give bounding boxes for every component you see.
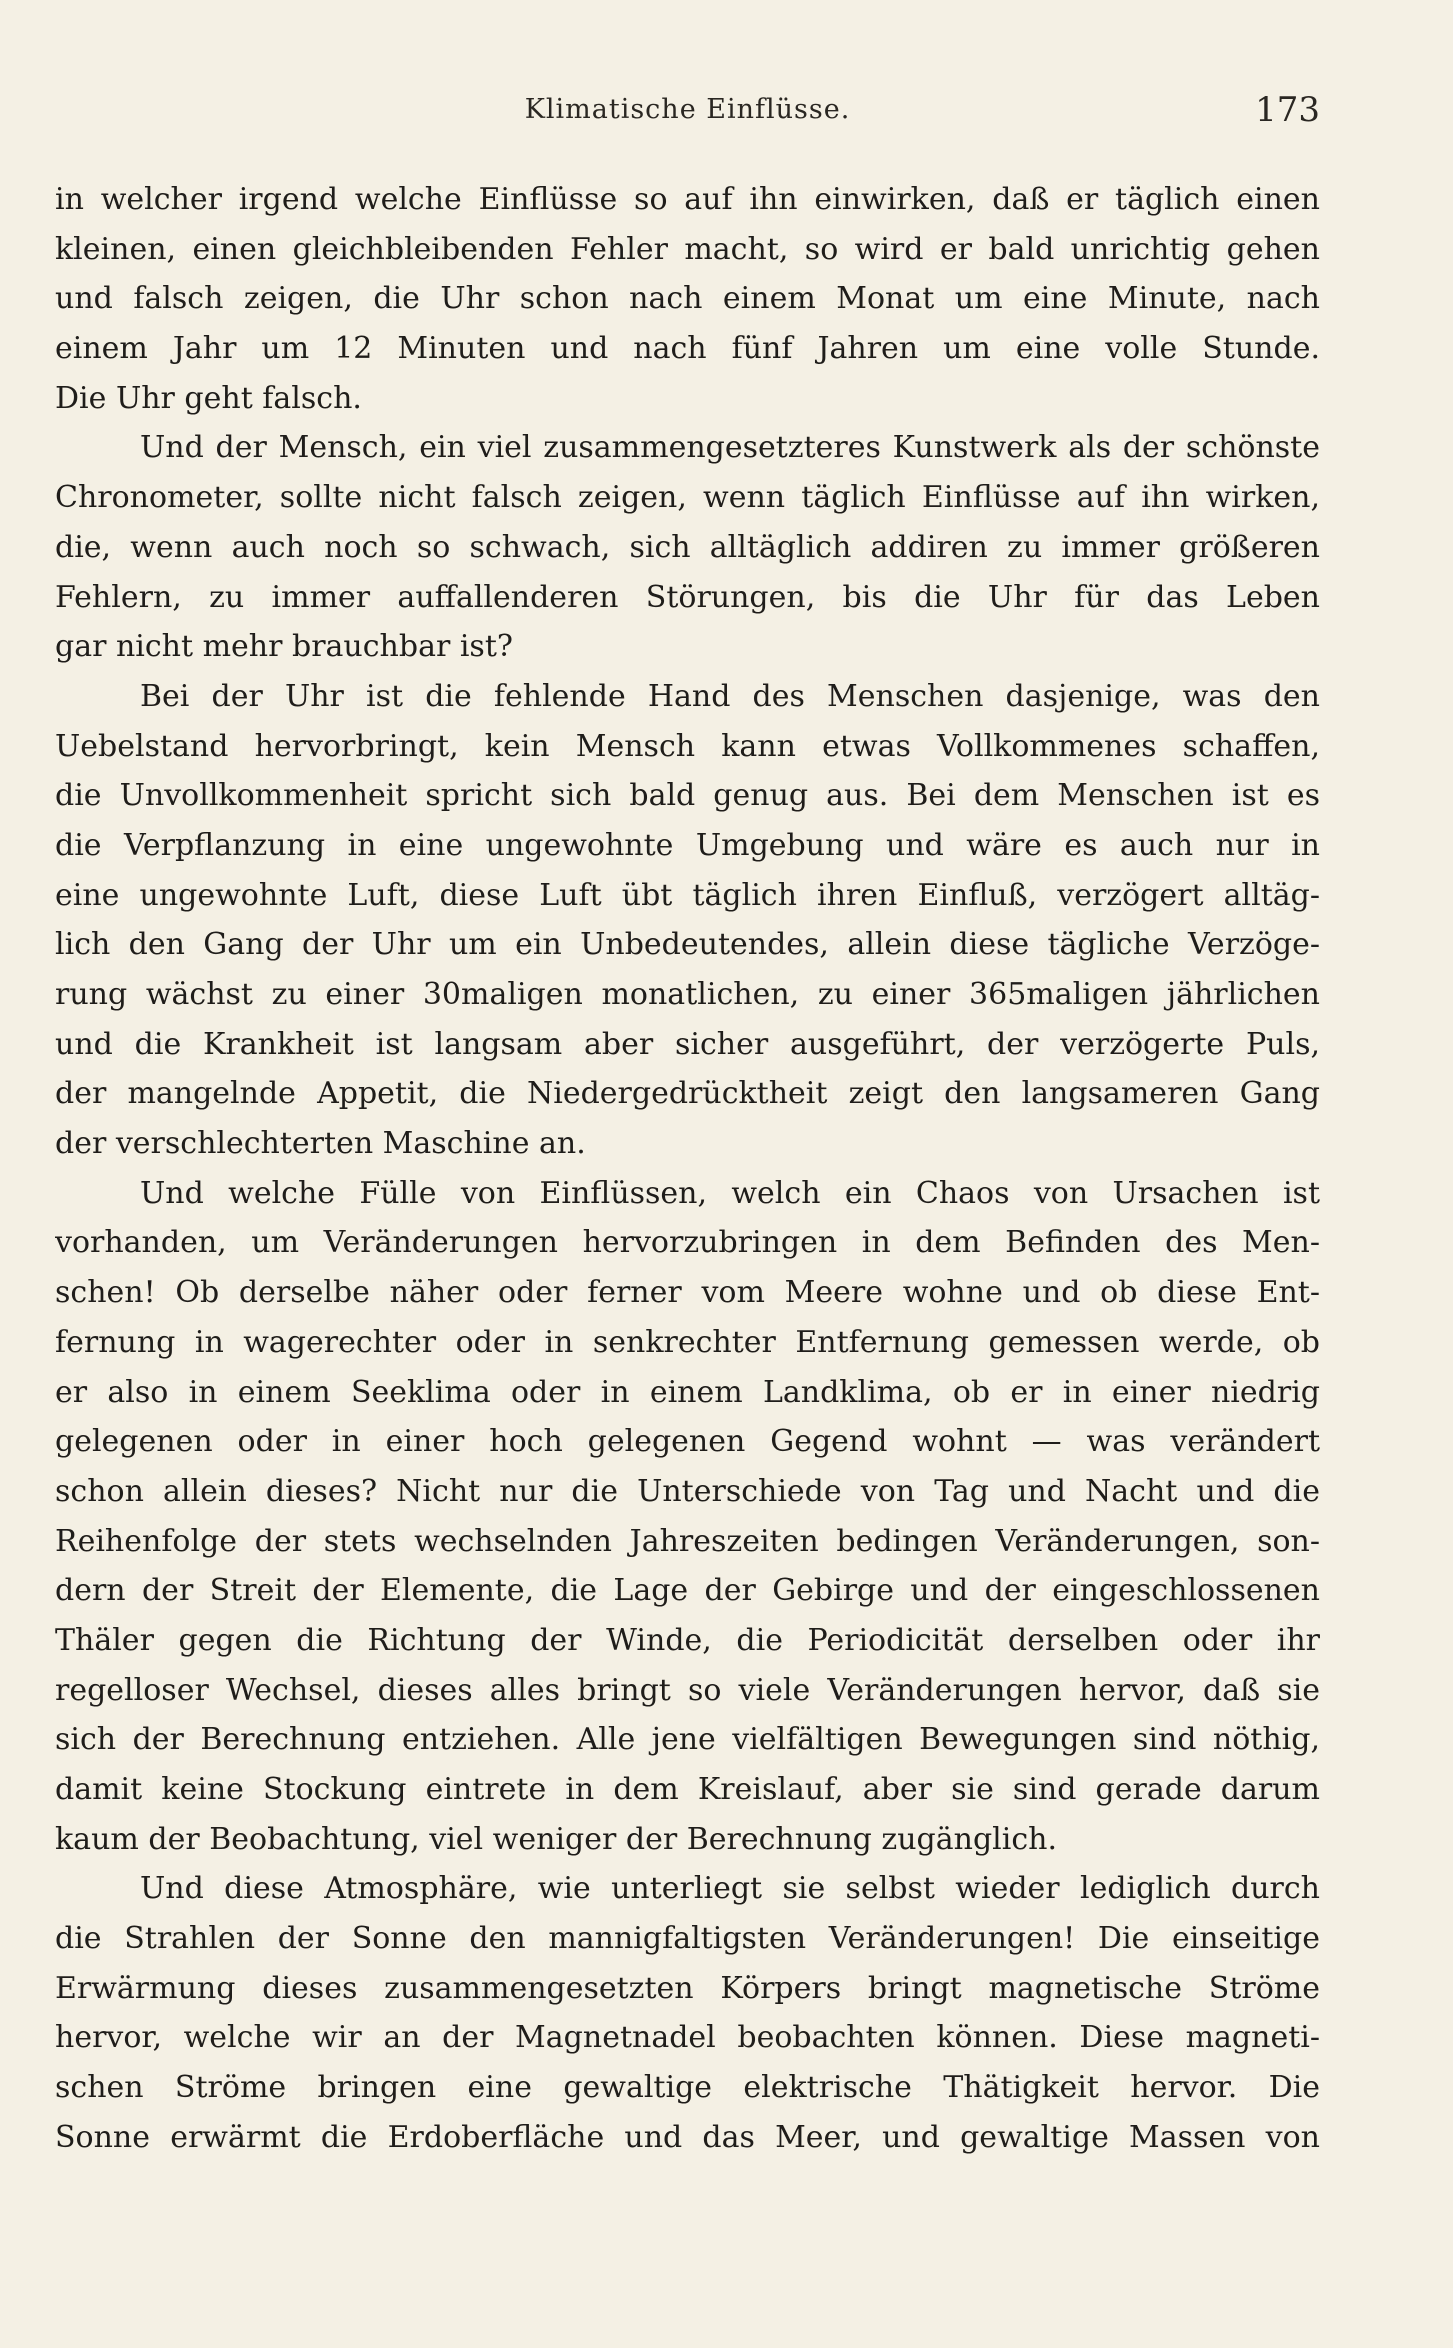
text-line: gar nicht mehr brauchbar ist?: [55, 629, 513, 665]
text-line: in welcher irgend welche Einflüsse so auf ihn einwirken, daß er täglich einen: [55, 182, 1320, 217]
text-line: Die Uhr geht falsch.: [55, 380, 362, 416]
running-head: [55, 86, 1320, 134]
text-line: die Strahlen der Sonne den mannigfaltigsten Veränderungen! Die einseitige: [55, 1921, 1320, 1957]
text-line: schon allein dieses? Nicht nur die Unterschiede von Tag und Nacht und die: [55, 1473, 1320, 1509]
text-line: Uebelstand hervorbringt, kein Mensch kann etwas Vollkommenes schaffen,: [55, 728, 1320, 764]
text-line: lich den Gang der Uhr um ein Unbedeutendes, allein diese tägliche Verzöge-: [55, 927, 1320, 963]
running-title: Klimatische Einflüsse.: [524, 94, 851, 125]
page-number: 173: [1255, 90, 1320, 130]
text-line: Und welche Fülle von Einflüssen, welch ein Chaos von Ursachen ist: [140, 1175, 1320, 1211]
text-line: kaum der Beobachtung, viel weniger der Berechnung zugänglich.: [55, 1821, 1058, 1857]
text-line: einem Jahr um 12 Minuten und nach fünf Jahren um eine volle Stunde.: [55, 331, 1320, 367]
text-line: hervor, welche wir an der Magnetnadel beobachten können. Diese magneti-: [55, 2020, 1320, 2056]
body-text: [55, 175, 1320, 2163]
text-line: vorhanden, um Veränderungen hervorzubringen in dem Befinden des Men-: [55, 1225, 1320, 1261]
text-line: fernung in wagerechter oder in senkrechter Entfernung gemessen werde, ob: [55, 1324, 1320, 1360]
text-line: die Unvollkommenheit spricht sich bald genug aus. Bei dem Menschen ist es: [55, 778, 1320, 814]
text-line: schen Ströme bringen eine gewaltige elektrische Thätigkeit hervor. Die: [55, 2070, 1320, 2106]
text-line: Reihenfolge der stets wechselnden Jahreszeiten bedingen Veränderungen, son-: [55, 1523, 1320, 1559]
text-line: kleinen, einen gleichbleibenden Fehler macht, so wird er bald unrichtig gehen: [55, 231, 1320, 267]
text-line: Und diese Atmosphäre, wie unterliegt sie selbst wieder lediglich durch: [140, 1871, 1320, 1907]
text-line: Bei der Uhr ist die fehlende Hand des Menschen dasjenige, was den: [140, 678, 1320, 714]
text-line: eine ungewohnte Luft, diese Luft übt täglich ihren Einfluß, verzögert alltäg-: [55, 877, 1320, 913]
text-line: und falsch zeigen, die Uhr schon nach einem Monat um eine Minute, nach: [55, 281, 1320, 317]
text-line: die, wenn auch noch so schwach, sich alltäglich addiren zu immer größeren: [55, 529, 1320, 565]
text-line: damit keine Stockung eintrete in dem Kreislauf, aber sie sind gerade darum: [55, 1772, 1320, 1807]
text-line: Sonne erwärmt die Erdoberfläche und das Meer, und gewaltige Massen von: [55, 2119, 1320, 2155]
text-line: Thäler gegen die Richtung der Winde, die Periodicität derselben oder ihr: [55, 1622, 1320, 1658]
text-line: Und der Mensch, ein viel zusammengesetzteres Kunstwerk als der schönste: [140, 430, 1320, 466]
text-line: der verschlechterten Maschine an.: [55, 1126, 586, 1162]
text-line: Erwärmung dieses zusammengesetzten Körpers bringt magnetische Ströme: [55, 1970, 1320, 2006]
text-line: rung wächst zu einer 30maligen monatlichen, zu einer 365maligen jährlichen: [55, 977, 1320, 1012]
text-line: Chronometer, sollte nicht falsch zeigen, wenn täglich Einflüsse auf ihn wirken,: [55, 480, 1320, 516]
text-line: Fehlern, zu immer auffallenderen Störungen, bis die Uhr für das Leben: [55, 579, 1320, 615]
text-line: gelegenen oder in einer hoch gelegenen Gegend wohnt — was verändert: [55, 1424, 1320, 1460]
text-line: schen! Ob derselbe näher oder ferner vom Meere wohne und ob diese Ent-: [55, 1275, 1320, 1311]
text-line: die Verpflanzung in eine ungewohnte Umgebung und wäre es auch nur in: [55, 827, 1320, 863]
text-line: er also in einem Seeklima oder in einem Landklima, ob er in einer niedrig: [55, 1374, 1320, 1410]
text-line: der mangelnde Appetit, die Niedergedrücktheit zeigt den langsameren Gang: [55, 1076, 1320, 1112]
text-line: sich der Berechnung entziehen. Alle jene vielfältigen Bewegungen sind nöthig,: [55, 1722, 1320, 1758]
text-line: dern der Streit der Elemente, die Lage der Gebirge und der eingeschlossenen: [55, 1573, 1320, 1609]
text-line: regelloser Wechsel, dieses alles bringt so viele Veränderungen hervor, daß sie: [55, 1672, 1320, 1708]
text-line: und die Krankheit ist langsam aber sicher ausgeführt, der verzögerte Puls,: [55, 1026, 1320, 1062]
